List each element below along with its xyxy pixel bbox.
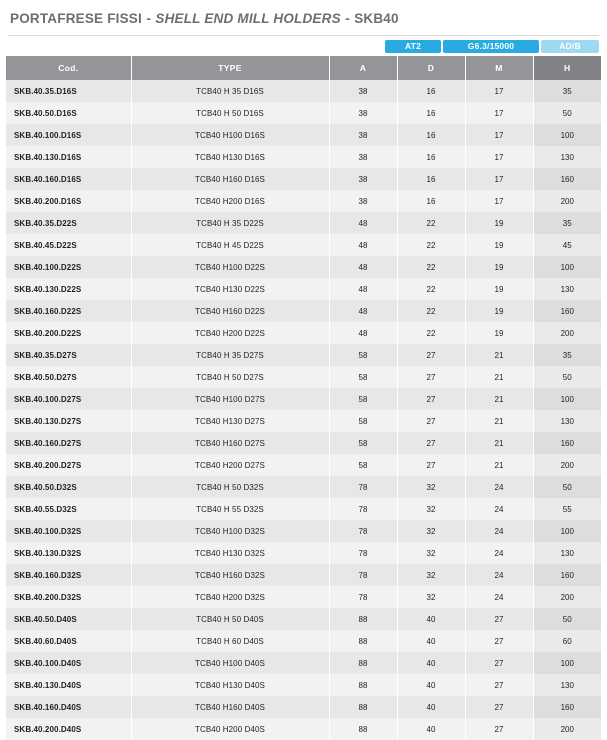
- cell-h: 100: [533, 520, 601, 542]
- cell-m: 21: [465, 366, 533, 388]
- cell-m: 21: [465, 432, 533, 454]
- cell-a: 58: [329, 410, 397, 432]
- cell-cod: SKB.40.200.D40S: [6, 718, 131, 740]
- cell-m: 21: [465, 388, 533, 410]
- cell-cod: SKB.40.45.D22S: [6, 234, 131, 256]
- cell-d: 32: [397, 586, 465, 608]
- cell-a: 78: [329, 498, 397, 520]
- cell-h: 160: [533, 300, 601, 322]
- table-row: [6, 432, 601, 454]
- cell-type: TCB40 H200 D40S: [131, 718, 329, 740]
- cell-m: 27: [465, 696, 533, 718]
- cell-h: 200: [533, 190, 601, 212]
- cell-d: 22: [397, 234, 465, 256]
- cell-d: 27: [397, 410, 465, 432]
- table-row: [6, 300, 601, 322]
- cell-a: 88: [329, 718, 397, 740]
- cell-a: 38: [329, 190, 397, 212]
- cell-d: 27: [397, 388, 465, 410]
- cell-h: 130: [533, 278, 601, 300]
- table-row: [6, 344, 601, 366]
- cell-h: 130: [533, 542, 601, 564]
- cell-h: 50: [533, 102, 601, 124]
- cell-m: 19: [465, 234, 533, 256]
- cell-cod: SKB.40.160.D32S: [6, 564, 131, 586]
- cell-h: 50: [533, 608, 601, 630]
- cell-type: TCB40 H130 D32S: [131, 542, 329, 564]
- cell-h: 160: [533, 564, 601, 586]
- cell-a: 88: [329, 696, 397, 718]
- cell-cod: SKB.40.35.D27S: [6, 344, 131, 366]
- cell-type: TCB40 H 50 D32S: [131, 476, 329, 498]
- cell-m: 27: [465, 674, 533, 696]
- cell-a: 58: [329, 432, 397, 454]
- cell-type: TCB40 H160 D22S: [131, 300, 329, 322]
- cell-type: TCB40 H130 D22S: [131, 278, 329, 300]
- cell-d: 40: [397, 652, 465, 674]
- cell-type: TCB40 H 50 D16S: [131, 102, 329, 124]
- cell-m: 24: [465, 520, 533, 542]
- cell-d: 16: [397, 146, 465, 168]
- cell-m: 19: [465, 212, 533, 234]
- cell-type: TCB40 H 35 D16S: [131, 80, 329, 102]
- cell-h: 200: [533, 586, 601, 608]
- title-divider: [8, 35, 599, 36]
- cell-a: 78: [329, 476, 397, 498]
- cell-d: 32: [397, 476, 465, 498]
- column-header-a: A: [329, 56, 397, 80]
- table-row: [6, 80, 601, 102]
- cell-type: TCB40 H100 D16S: [131, 124, 329, 146]
- column-header-h: H: [533, 56, 601, 80]
- cell-d: 16: [397, 80, 465, 102]
- cell-cod: SKB.40.130.D32S: [6, 542, 131, 564]
- cell-m: 27: [465, 652, 533, 674]
- cell-d: 22: [397, 212, 465, 234]
- column-header-cod: Cod.: [6, 56, 131, 80]
- cell-a: 48: [329, 212, 397, 234]
- table-row: [6, 410, 601, 432]
- cell-type: TCB40 H130 D16S: [131, 146, 329, 168]
- cell-d: 22: [397, 278, 465, 300]
- cell-a: 38: [329, 124, 397, 146]
- cell-h: 100: [533, 256, 601, 278]
- cell-a: 88: [329, 608, 397, 630]
- cell-d: 40: [397, 718, 465, 740]
- title-separator-1: -: [146, 11, 151, 26]
- cell-type: TCB40 H160 D16S: [131, 168, 329, 190]
- cell-cod: SKB.40.100.D40S: [6, 652, 131, 674]
- cell-type: TCB40 H160 D40S: [131, 696, 329, 718]
- cell-h: 35: [533, 212, 601, 234]
- cell-a: 48: [329, 322, 397, 344]
- cell-type: TCB40 H200 D16S: [131, 190, 329, 212]
- cell-type: TCB40 H 55 D32S: [131, 498, 329, 520]
- cell-type: TCB40 H100 D32S: [131, 520, 329, 542]
- cell-m: 27: [465, 608, 533, 630]
- cell-d: 32: [397, 564, 465, 586]
- cell-a: 48: [329, 234, 397, 256]
- table-row: [6, 146, 601, 168]
- cell-d: 40: [397, 696, 465, 718]
- cell-cod: SKB.40.200.D32S: [6, 586, 131, 608]
- cell-m: 17: [465, 102, 533, 124]
- table-row: [6, 234, 601, 256]
- title-emphasis: SHELL END MILL HOLDERS: [155, 11, 341, 26]
- cell-a: 78: [329, 520, 397, 542]
- cell-h: 200: [533, 454, 601, 476]
- badge-balancing: G6.3/15000: [443, 40, 539, 53]
- table-row: [6, 498, 601, 520]
- cell-m: 19: [465, 256, 533, 278]
- cell-d: 16: [397, 124, 465, 146]
- table-row: [6, 696, 601, 718]
- cell-type: TCB40 H 60 D40S: [131, 630, 329, 652]
- cell-m: 21: [465, 454, 533, 476]
- cell-a: 58: [329, 344, 397, 366]
- cell-a: 78: [329, 564, 397, 586]
- table-row: [6, 190, 601, 212]
- table-row: [6, 278, 601, 300]
- badge-at2: AT2: [385, 40, 441, 53]
- cell-m: 21: [465, 344, 533, 366]
- table-row: [6, 542, 601, 564]
- cell-m: 27: [465, 718, 533, 740]
- table-row: [6, 124, 601, 146]
- cell-d: 32: [397, 520, 465, 542]
- cell-d: 32: [397, 498, 465, 520]
- cell-d: 16: [397, 168, 465, 190]
- cell-cod: SKB.40.55.D32S: [6, 498, 131, 520]
- table-row: [6, 256, 601, 278]
- cell-m: 24: [465, 476, 533, 498]
- cell-cod: SKB.40.130.D16S: [6, 146, 131, 168]
- cell-h: 200: [533, 718, 601, 740]
- table-row: [6, 718, 601, 740]
- cell-a: 38: [329, 146, 397, 168]
- cell-cod: SKB.40.35.D22S: [6, 212, 131, 234]
- table-row: [6, 322, 601, 344]
- table-row: [6, 586, 601, 608]
- cell-d: 40: [397, 630, 465, 652]
- cell-type: TCB40 H 35 D27S: [131, 344, 329, 366]
- cell-cod: SKB.40.160.D40S: [6, 696, 131, 718]
- cell-cod: SKB.40.60.D40S: [6, 630, 131, 652]
- cell-m: 17: [465, 146, 533, 168]
- cell-h: 100: [533, 388, 601, 410]
- table-row: [6, 102, 601, 124]
- cell-h: 130: [533, 674, 601, 696]
- table-row: [6, 564, 601, 586]
- cell-m: 27: [465, 630, 533, 652]
- cell-type: TCB40 H 45 D22S: [131, 234, 329, 256]
- cell-type: TCB40 H160 D32S: [131, 564, 329, 586]
- table-row: [6, 630, 601, 652]
- cell-a: 48: [329, 300, 397, 322]
- cell-cod: SKB.40.200.D22S: [6, 322, 131, 344]
- cell-cod: SKB.40.130.D40S: [6, 674, 131, 696]
- cell-h: 200: [533, 322, 601, 344]
- cell-cod: SKB.40.100.D32S: [6, 520, 131, 542]
- cell-d: 22: [397, 256, 465, 278]
- column-header-d: D: [397, 56, 465, 80]
- table-row: [6, 476, 601, 498]
- cell-m: 24: [465, 586, 533, 608]
- table-header-row: [6, 56, 601, 80]
- cell-type: TCB40 H160 D27S: [131, 432, 329, 454]
- cell-m: 19: [465, 322, 533, 344]
- cell-type: TCB40 H130 D40S: [131, 674, 329, 696]
- cell-m: 17: [465, 80, 533, 102]
- cell-cod: SKB.40.35.D16S: [6, 80, 131, 102]
- cell-type: TCB40 H130 D27S: [131, 410, 329, 432]
- cell-h: 35: [533, 80, 601, 102]
- column-header-type: TYPE: [131, 56, 329, 80]
- badge-adb: AD/B: [541, 40, 599, 53]
- table-row: [6, 520, 601, 542]
- cell-cod: SKB.40.200.D27S: [6, 454, 131, 476]
- cell-a: 38: [329, 80, 397, 102]
- cell-m: 21: [465, 410, 533, 432]
- badge-row: [6, 40, 601, 56]
- cell-h: 100: [533, 124, 601, 146]
- cell-d: 27: [397, 344, 465, 366]
- cell-m: 24: [465, 498, 533, 520]
- cell-a: 58: [329, 454, 397, 476]
- cell-cod: SKB.40.50.D16S: [6, 102, 131, 124]
- cell-a: 88: [329, 674, 397, 696]
- cell-m: 24: [465, 564, 533, 586]
- title-code: SKB40: [354, 11, 399, 26]
- table-row: [6, 454, 601, 476]
- cell-m: 17: [465, 124, 533, 146]
- cell-cod: SKB.40.160.D16S: [6, 168, 131, 190]
- cell-a: 88: [329, 630, 397, 652]
- cell-h: 35: [533, 344, 601, 366]
- cell-cod: SKB.40.130.D22S: [6, 278, 131, 300]
- cell-h: 55: [533, 498, 601, 520]
- cell-h: 100: [533, 652, 601, 674]
- cell-cod: SKB.40.160.D22S: [6, 300, 131, 322]
- cell-a: 48: [329, 278, 397, 300]
- table-row: [6, 674, 601, 696]
- cell-h: 60: [533, 630, 601, 652]
- cell-cod: SKB.40.50.D32S: [6, 476, 131, 498]
- cell-cod: SKB.40.200.D16S: [6, 190, 131, 212]
- cell-d: 16: [397, 102, 465, 124]
- title-main: PORTAFRESE FISSI: [10, 11, 142, 26]
- cell-cod: SKB.40.100.D16S: [6, 124, 131, 146]
- table-row: [6, 388, 601, 410]
- cell-cod: SKB.40.50.D40S: [6, 608, 131, 630]
- cell-m: 19: [465, 278, 533, 300]
- cell-d: 22: [397, 322, 465, 344]
- cell-a: 58: [329, 366, 397, 388]
- cell-a: 78: [329, 542, 397, 564]
- cell-cod: SKB.40.100.D27S: [6, 388, 131, 410]
- table-row: [6, 608, 601, 630]
- cell-d: 32: [397, 542, 465, 564]
- cell-h: 45: [533, 234, 601, 256]
- table-row: [6, 366, 601, 388]
- cell-type: TCB40 H200 D27S: [131, 454, 329, 476]
- cell-d: 27: [397, 432, 465, 454]
- cell-h: 160: [533, 696, 601, 718]
- page-title: [6, 0, 601, 32]
- cell-m: 19: [465, 300, 533, 322]
- cell-m: 17: [465, 168, 533, 190]
- cell-h: 160: [533, 432, 601, 454]
- cell-h: 160: [533, 168, 601, 190]
- cell-a: 58: [329, 388, 397, 410]
- cell-d: 16: [397, 190, 465, 212]
- cell-type: TCB40 H200 D22S: [131, 322, 329, 344]
- cell-type: TCB40 H200 D32S: [131, 586, 329, 608]
- cell-a: 88: [329, 652, 397, 674]
- cell-h: 50: [533, 366, 601, 388]
- cell-type: TCB40 H 50 D27S: [131, 366, 329, 388]
- cell-type: TCB40 H 35 D22S: [131, 212, 329, 234]
- cell-cod: SKB.40.160.D27S: [6, 432, 131, 454]
- cell-a: 38: [329, 102, 397, 124]
- cell-cod: SKB.40.50.D27S: [6, 366, 131, 388]
- cell-h: 50: [533, 476, 601, 498]
- cell-type: TCB40 H100 D22S: [131, 256, 329, 278]
- title-separator-2: -: [345, 11, 350, 26]
- cell-m: 24: [465, 542, 533, 564]
- column-header-m: M: [465, 56, 533, 80]
- cell-d: 27: [397, 366, 465, 388]
- cell-h: 130: [533, 146, 601, 168]
- cell-type: TCB40 H100 D40S: [131, 652, 329, 674]
- cell-a: 48: [329, 256, 397, 278]
- cell-d: 22: [397, 300, 465, 322]
- cell-d: 40: [397, 608, 465, 630]
- cell-m: 17: [465, 190, 533, 212]
- table-row: [6, 212, 601, 234]
- cell-h: 130: [533, 410, 601, 432]
- cell-a: 38: [329, 168, 397, 190]
- cell-d: 40: [397, 674, 465, 696]
- cell-type: TCB40 H100 D27S: [131, 388, 329, 410]
- spec-table: [6, 56, 601, 740]
- cell-d: 27: [397, 454, 465, 476]
- table-row: [6, 652, 601, 674]
- cell-cod: SKB.40.130.D27S: [6, 410, 131, 432]
- table-row: [6, 168, 601, 190]
- cell-cod: SKB.40.100.D22S: [6, 256, 131, 278]
- cell-a: 78: [329, 586, 397, 608]
- cell-type: TCB40 H 50 D40S: [131, 608, 329, 630]
